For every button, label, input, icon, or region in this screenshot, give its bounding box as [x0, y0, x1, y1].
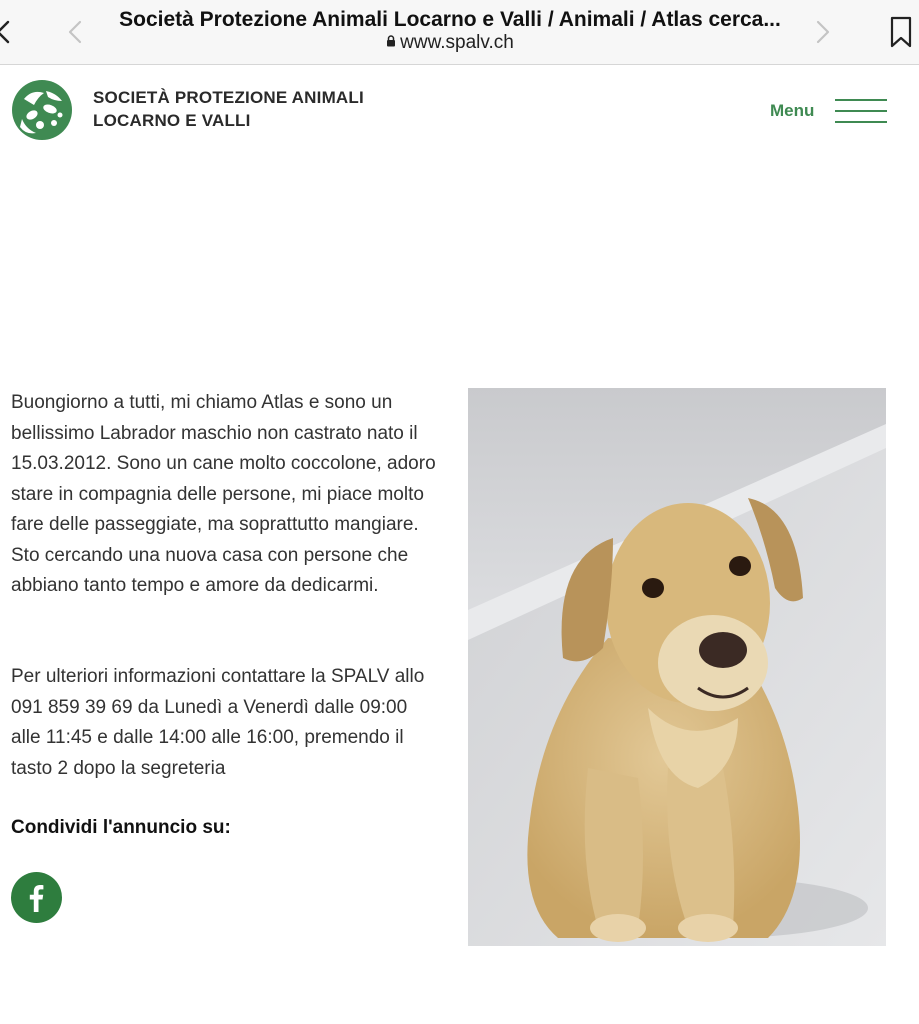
hamburger-menu-icon[interactable]: [835, 99, 887, 124]
site-name[interactable]: [93, 86, 364, 132]
lock-icon: [386, 35, 396, 47]
share-label: Condividi l'annuncio su:: [11, 817, 231, 838]
previous-icon[interactable]: [64, 14, 88, 50]
browser-toolbar: [0, 0, 919, 65]
pet-description: Buongiorno a tutti, mi chiamo Atlas e sono un bellissimo Labrador maschio non castrato nato il 15.03.2012. Sono un cane molto coccolone, adoro stare in compagnia delle persone, mi piace molto fare delle passeggiate, ma soprattutto mangiare. Sto cercando una nuova casa con persone che abbiano tanto tempo e amore da dedicarmi.: [11, 392, 436, 596]
url-bar[interactable]: [100, 32, 800, 54]
page-title: Società Protezione Animali Locarno e Valli / Animali / Atlas cerca...: [119, 8, 781, 31]
next-icon[interactable]: [810, 14, 834, 50]
facebook-share-button[interactable]: [11, 872, 62, 923]
menu-button-label[interactable]: Menu: [770, 101, 815, 120]
site-name-line2: LOCARNO E VALLI: [93, 111, 251, 130]
bookmark-icon[interactable]: [888, 14, 914, 50]
url-text: www.spalv.ch: [400, 32, 514, 53]
back-icon[interactable]: [0, 14, 18, 50]
contact-info: Per ulteriori informazioni contattare la SPALV allo 091 859 39 69 da Lunedì a Venerdì dalle 09:00 alle 11:45 e dalle 14:00 alle 16:00, premendo il tasto 2 dopo la segreteria: [11, 666, 425, 779]
facebook-icon: [11, 872, 62, 923]
site-name-line1: SOCIETÀ PROTEZIONE ANIMALI: [93, 88, 364, 107]
spalv-logo[interactable]: [10, 79, 74, 141]
dog-photo: [468, 388, 886, 946]
